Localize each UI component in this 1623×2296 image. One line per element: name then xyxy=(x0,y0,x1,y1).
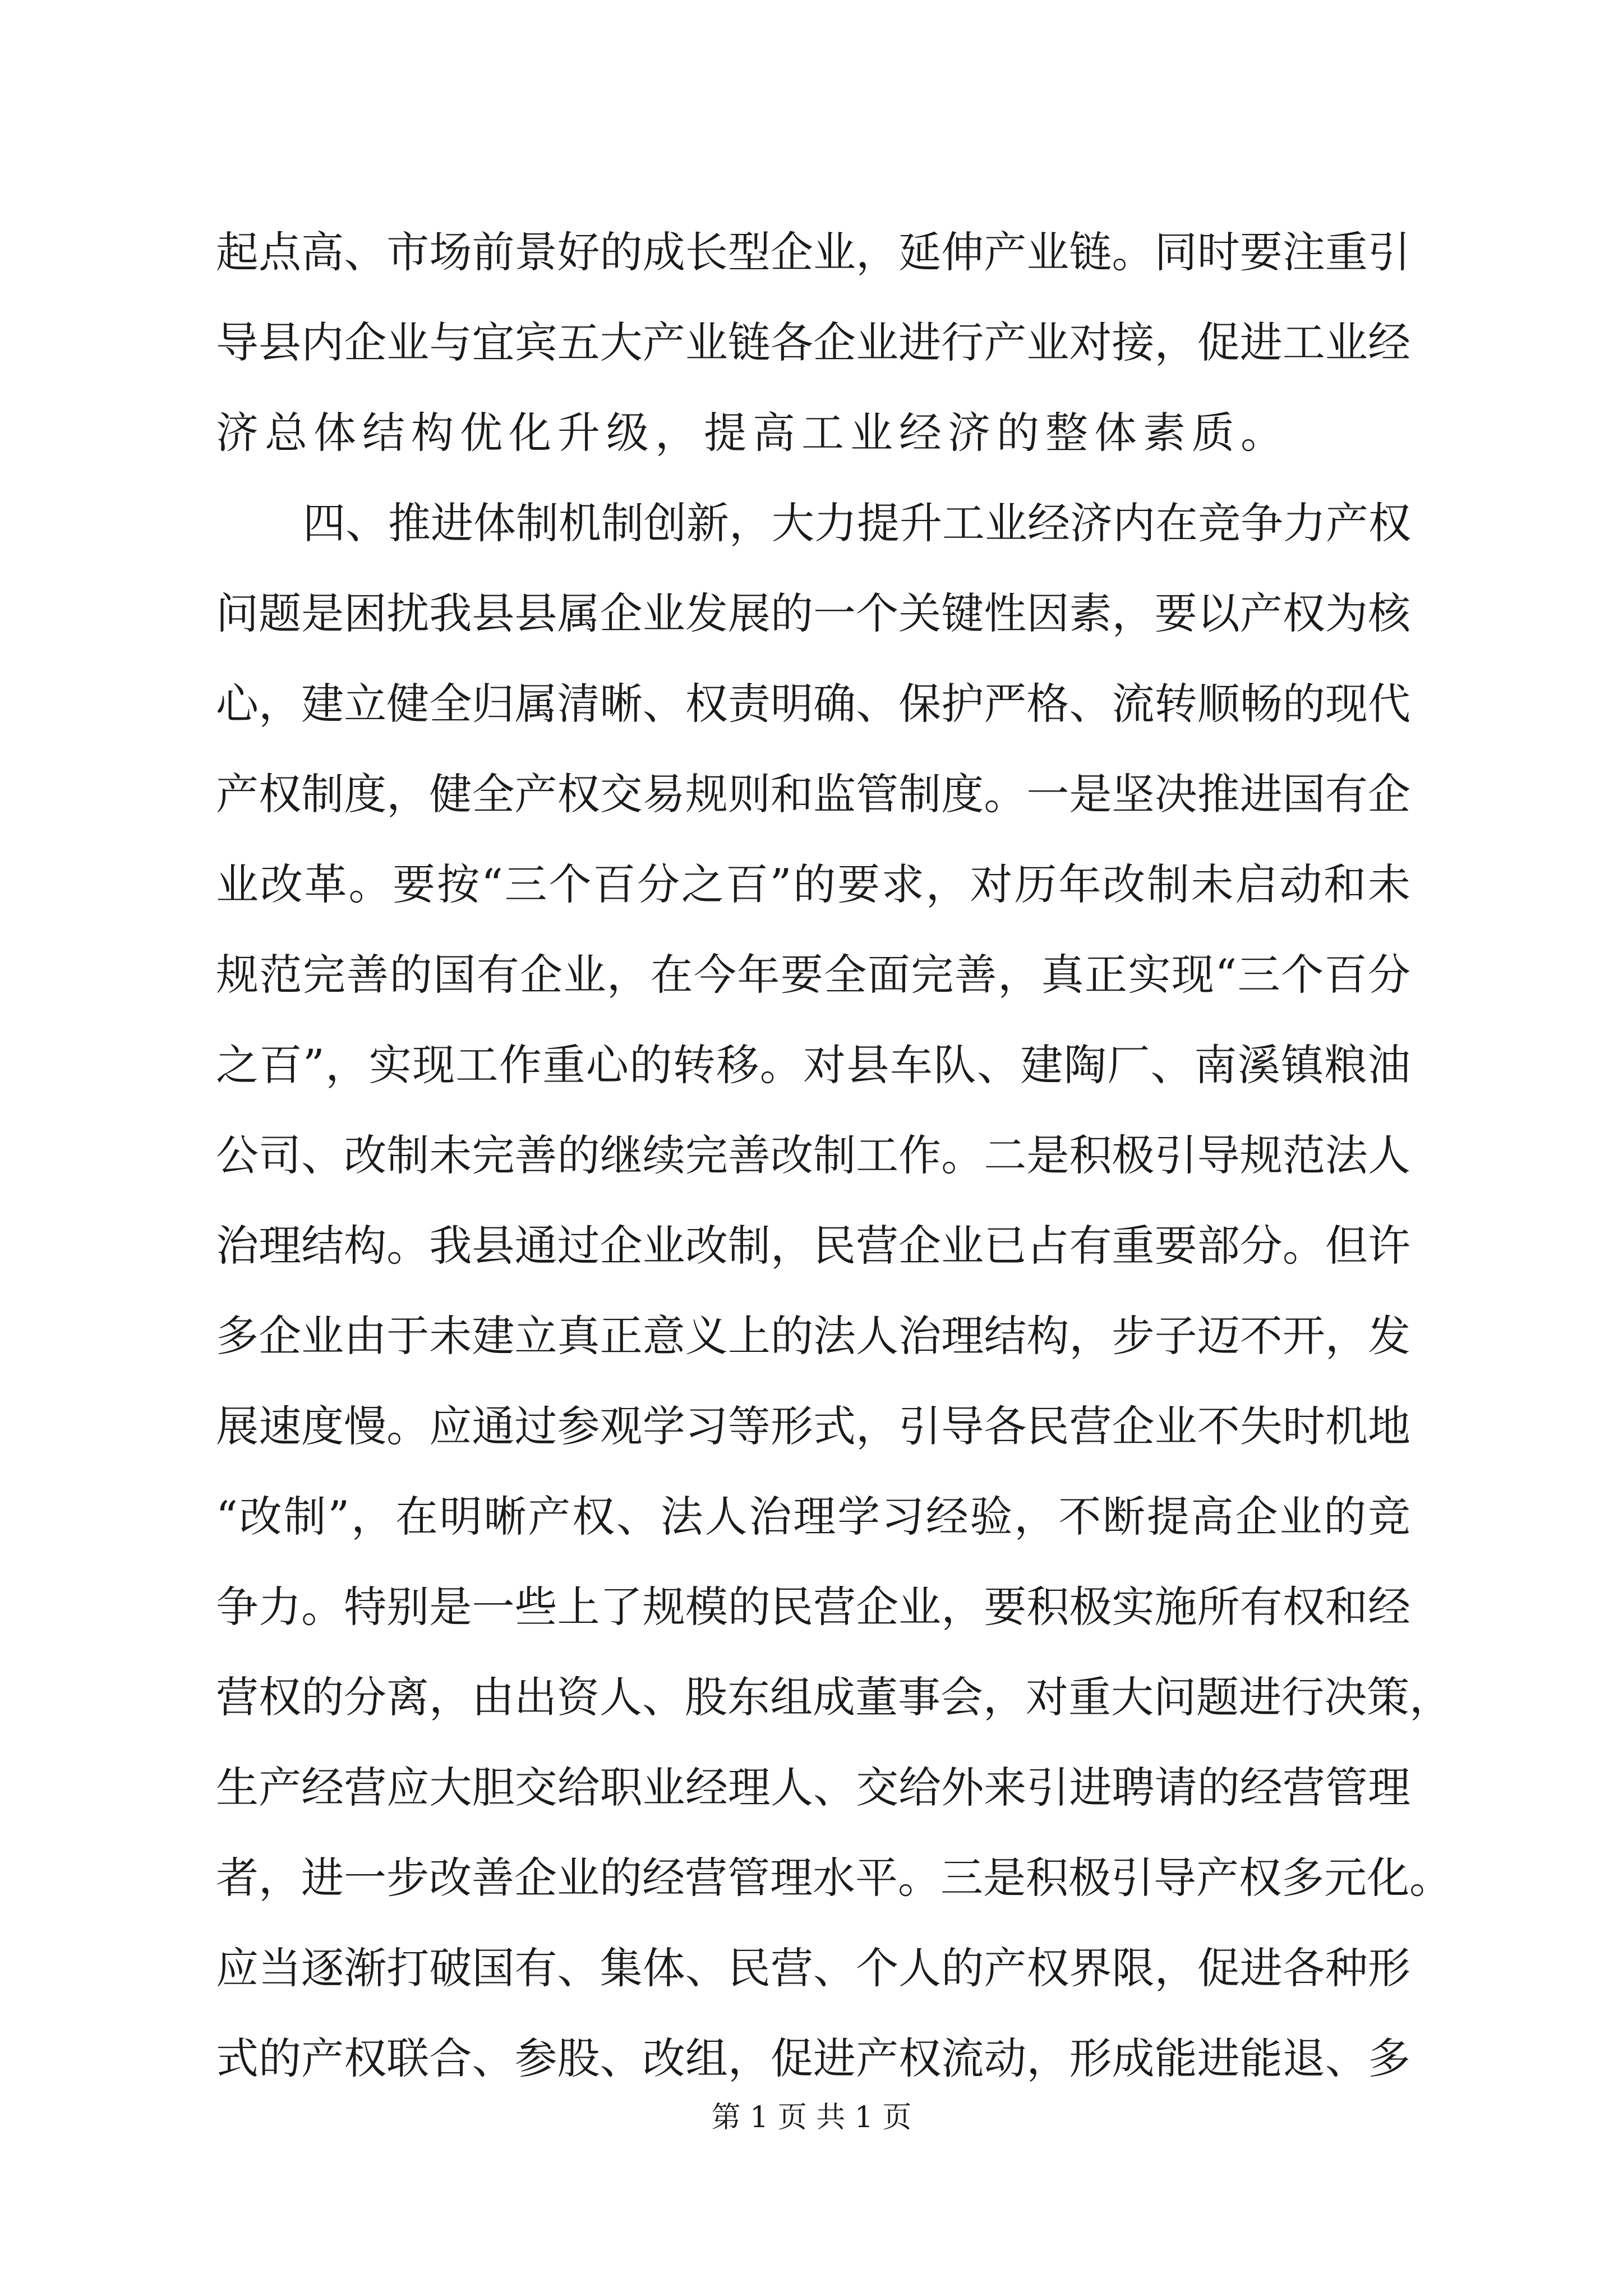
body-text-line: 公司、改制未完善的继续完善改制工作。二是积极引导规范法人 xyxy=(216,1130,1410,1180)
body-text-line: 争力。特别是一些上了规模的民营企业，要积极实施所有权和经 xyxy=(216,1582,1410,1632)
body-text-line: 治理结构。我县通过企业改制，民营企业已占有重要部分。但许 xyxy=(216,1221,1410,1271)
body-text-line: 营权的分离，由出资人、股东组成董事会，对重大问题进行决策， xyxy=(216,1672,1452,1722)
body-text-line: 应当逐渐打破国有、集体、民营、个人的产权界限，促进各种形 xyxy=(216,1943,1410,1993)
body-text-line: 济总体结构优化升级，提高工业经济的整体素质。 xyxy=(216,408,1289,458)
body-text-line: 展速度慢。应通过参观学习等形式，引导各民营企业不失时机地 xyxy=(216,1401,1410,1451)
body-text-line: 产权制度，健全产权交易规则和监管制度。一是坚决推进国有企 xyxy=(216,769,1410,819)
body-text-line: 心，建立健全归属清晰、权责明确、保护严格、流转顺畅的现代 xyxy=(216,679,1410,729)
body-text-line: 业改革。要按“三个百分之百”的要求，对历年改制未启动和未 xyxy=(216,859,1410,909)
body-text-line: 起点高、市场前景好的成长型企业，延伸产业链。同时要注重引 xyxy=(216,227,1410,277)
paragraph-heading-line: 四、推进体制机制创新，大力提升工业经济内在竞争力产权 xyxy=(303,498,1411,548)
page-footer: 第 1 页 共 1 页 xyxy=(711,2101,912,2134)
body-text-line: 规范完善的国有企业，在今年要全面完善，真正实现“三个百分 xyxy=(216,950,1410,1000)
body-text-line: 者，进一步改善企业的经营管理水平。三是积极引导产权多元化。 xyxy=(216,1853,1452,1903)
body-text-line: 之百”，实现工作重心的转移。对县车队、建陶厂、南溪镇粮油 xyxy=(216,1040,1410,1090)
body-text-line: 问题是困扰我县县属企业发展的一个关键性因素，要以产权为核 xyxy=(216,588,1410,638)
body-text-line: 导县内企业与宜宾五大产业链各企业进行产业对接，促进工业经 xyxy=(216,318,1410,367)
body-text-line: 多企业由于未建立真正意义上的法人治理结构，步子迈不开，发 xyxy=(216,1311,1410,1361)
body-text-line: 式的产权联合、参股、改组，促进产权流动，形成能进能退、多 xyxy=(216,2033,1410,2083)
body-text-line: “改制”，在明晰产权、法人治理学习经验，不断提高企业的竞 xyxy=(216,1492,1410,1542)
body-text-line: 生产经营应大胆交给职业经理人、交给外来引进聘请的经营管理 xyxy=(216,1763,1410,1812)
